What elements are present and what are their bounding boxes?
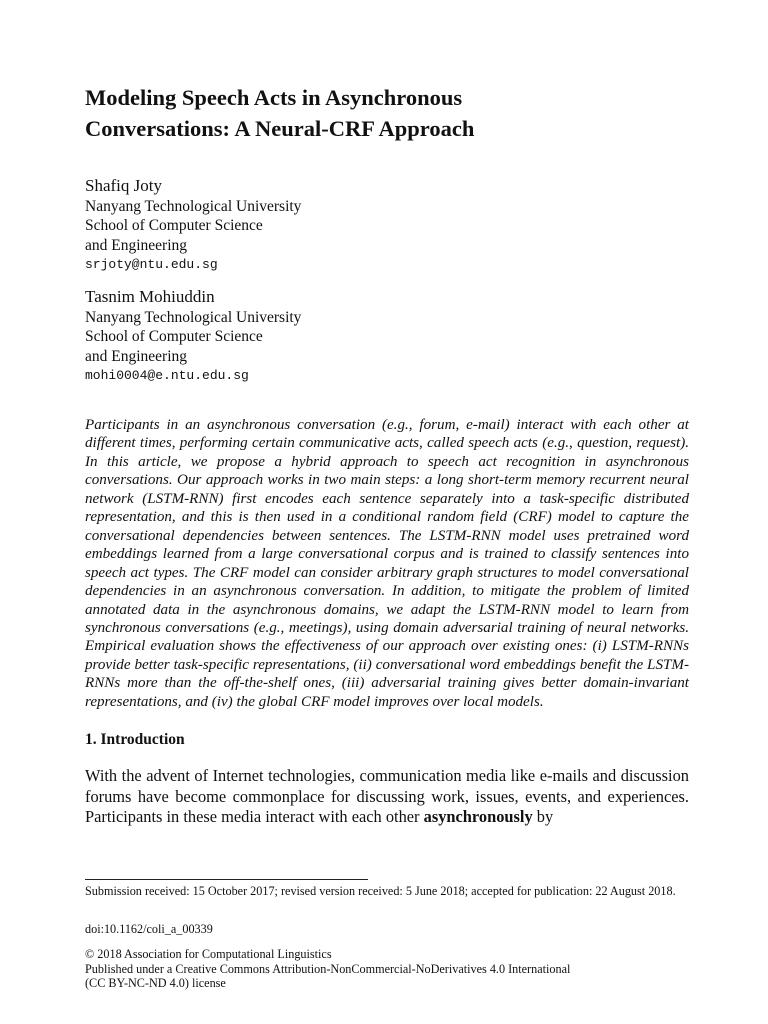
author-affiliation-school: School of Computer Science bbox=[85, 328, 263, 346]
footnote-divider bbox=[85, 879, 368, 880]
author-affiliation-school: School of Computer Science bbox=[85, 217, 263, 235]
footnote-submission: Submission received: 15 October 2017; revised version received: 5 June 2018; accepted for publication: 22 August 2018. bbox=[85, 884, 676, 898]
author-affiliation-dept: and Engineering bbox=[85, 347, 188, 365]
footnote-license-line-1: Published under a Creative Commons Attribution-NonCommercial-NoDerivatives 4.0 International bbox=[85, 961, 571, 976]
author-affiliation-university: Nanyang Technological University bbox=[85, 309, 302, 326]
intro-emphasis: asynchronously bbox=[423, 807, 533, 826]
author-affiliation-dept: and Engineering bbox=[85, 236, 188, 254]
introduction-paragraph bbox=[85, 766, 689, 828]
author-block-2 bbox=[85, 286, 485, 385]
paper-title bbox=[85, 82, 685, 144]
author-block-1 bbox=[85, 175, 485, 274]
title-line-1: Modeling Speech Acts in Asynchronous bbox=[85, 85, 463, 110]
author-name: Tasnim Mohiuddin bbox=[85, 287, 215, 306]
author-email[interactable]: srjoty@ntu.edu.sg bbox=[85, 256, 218, 272]
footnote-copyright: © 2018 Association for Computational Linguistics bbox=[85, 947, 332, 961]
footnote-doi[interactable]: doi:10.1162/coli_a_00339 bbox=[85, 922, 213, 936]
intro-text: With the advent of Internet technologies, communication media like e-mails and discussion forums have become commonplace for discussing work, issues, events, and experiences. Participants in these media interact with each other bbox=[85, 766, 689, 826]
footnote-copyright-block bbox=[85, 947, 689, 991]
author-name: Shafiq Joty bbox=[85, 176, 162, 195]
intro-tail: by bbox=[532, 807, 554, 826]
author-email[interactable]: mohi0004@e.ntu.edu.sg bbox=[85, 367, 249, 383]
section-heading-introduction: 1. Introduction bbox=[85, 731, 185, 748]
abstract: Participants in an asynchronous conversation (e.g., forum, e-mail) interact with each other at different times, performing certain communicative acts, called speech acts (e.g., question, request). In this article, we propose a hybrid approach to speech act recognition in asynchronous conversations. Our approach works in two main steps: a long short-term memory recurrent neural network (LSTM-RNN) first encodes each sentence separately into a task-specific distributed representation, and this is then used in a conditional random field (CRF) model to capture the conversational dependencies between sentences. The LSTM-RNN model uses pretrained word embeddings learned from a large conversational corpus and is trained to classify sentences into speech act types. The CRF model can consider arbitrary graph structures to model conversational dependencies in an asynchronous conversation. In addition, to mitigate the problem of limited annotated data in the asynchronous domains, we adapt the LSTM-RNN model to learn from synchronous conversations (e.g., meetings), using domain adversarial training of neural networks. Empirical evaluation shows the effectiveness of our approach over existing ones: (i) LSTM-RNNs provide better task-specific representations, (ii) conversational word embeddings benefit the LSTM-RNNs more than the off-the-shelf ones, (iii) adversarial training gives better domain-invariant representations, and (iv) the global CRF model improves over local models. bbox=[85, 417, 689, 710]
footnote-license-line-2: (CC BY-NC-ND 4.0) license bbox=[85, 976, 226, 990]
title-line-2: Conversations: A Neural-CRF Approach bbox=[85, 116, 475, 141]
author-affiliation-university: Nanyang Technological University bbox=[85, 198, 302, 215]
